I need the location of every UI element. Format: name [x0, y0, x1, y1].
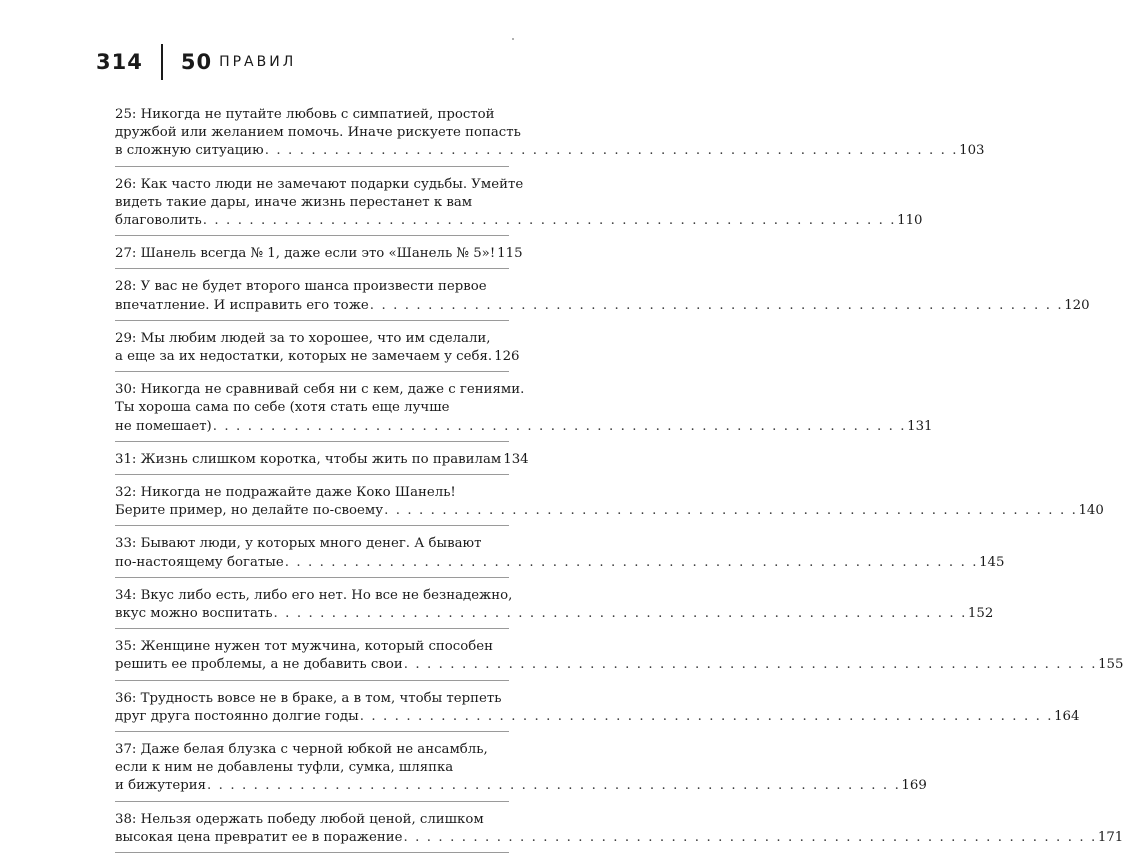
dot-leader: . . . . . . . . . . . . . . . . . . . . . . . . . . . . . . . . . . . . . . . . . . . . . . . . . . . . . . . . . . . .	[202, 213, 897, 229]
toc-entry	[115, 328, 520, 372]
toc-page-number: 155	[1098, 657, 1123, 673]
toc-entry-line: 29: Мы любим людей за то хорошее, что им сделали,	[115, 330, 491, 346]
toc-entry-line: 35: Женщине нужен тот мужчина, который способен	[115, 639, 493, 655]
toc-entry-text: впечатление. И исправить его тоже	[115, 297, 369, 313]
toc-entry-last-line	[115, 502, 1104, 520]
toc-entry	[115, 688, 1080, 732]
header-divider	[161, 44, 163, 80]
toc-entry	[115, 104, 985, 167]
toc-entry-last-line	[115, 554, 1005, 572]
toc-entry-line: 32: Никогда не подражайте даже Коко Шанель!	[115, 485, 456, 501]
toc-page-number: 126	[494, 349, 520, 365]
toc-entry-last-line	[115, 418, 933, 436]
toc-entry-text: высокая цена превратит ее в поражение	[115, 829, 403, 845]
book-title-word: ПРАВИЛ	[219, 54, 297, 70]
toc-entry-text: Берите пример, но делайте по-своему	[115, 503, 384, 519]
book-title-number: 50	[180, 50, 213, 74]
toc-page-number: 120	[1064, 297, 1090, 313]
toc-page-number: 164	[1054, 708, 1080, 724]
toc-entry-line: если к ним не добавлены туфли, сумка, шляпка	[115, 760, 454, 776]
dot-leader: . . . . . . . . . . . . . . . . . . . . . . . . . . . . . . . . . . . . . . . . . . . . . . . . . . . . . . . . . . . .	[359, 708, 1054, 724]
toc-entry	[115, 809, 1123, 853]
toc-entry	[115, 174, 923, 237]
toc-entry-last-line	[115, 212, 923, 230]
toc-entry-last-line	[115, 708, 1080, 726]
toc-entry	[115, 243, 523, 269]
toc-page-number: 110	[897, 213, 923, 229]
toc-entry	[115, 449, 529, 475]
table-of-contents	[115, 104, 1123, 860]
toc-entry-text: не помешает)	[115, 418, 212, 434]
dot-leader: . . . . . . . . . . . . . . . . . . . . . . . . . . . . . . . . . . . . . . . . . . . . . . . . . . . . . . . . . . . .	[403, 829, 1097, 845]
toc-entry-line: 25: Никогда не путайте любовь с симпатией, простой	[115, 107, 495, 122]
dot-leader: . . . . . . . . . . . . . . . . . . . . . . . . . . . . . . . . . . . . . . . . . . . . . . . . . . . . . . . . . . . .	[212, 418, 907, 434]
toc-entry-line: 34: Вкус либо есть, либо его нет. Но все не безнадежно,	[115, 587, 513, 603]
toc-entry-text: друг друга постоянно долгие годы	[115, 708, 359, 724]
toc-entry	[115, 379, 933, 442]
toc-entry	[115, 276, 1090, 320]
dot-leader: . . . . . . . . . . . . . . . . . . . . . . . . . . . . . . . . . . . . . . . . . . . . . . . . . . . . . . . . . . . .	[264, 143, 959, 159]
toc-entry-last-line	[115, 656, 1123, 674]
toc-entry-text: решить ее проблемы, а не добавить свои	[115, 657, 403, 673]
toc-entry-line: 33: Бывают люди, у которых много денег. А бывают	[115, 536, 482, 552]
toc-page-number: 152	[967, 606, 994, 622]
toc-entry-text: а еще за их недостатки, которых не замечаем у себя.	[115, 349, 493, 365]
toc-entry	[115, 739, 927, 802]
toc-entry-text: 27: Шанель всегда № 1, даже если это «Шанель № 5»!	[115, 246, 496, 262]
toc-entry-line: 30: Никогда не сравнивай себя ни с кем, даже с гениями.	[115, 382, 525, 398]
toc-entry-text: благоволить	[115, 213, 202, 229]
toc-entry-line: 36: Трудность вовсе не в браке, а в том, чтобы терпеть	[115, 690, 502, 706]
page-number: 314	[96, 50, 143, 74]
toc-entry-line: 26: Как часто люди не замечают подарки судьбы. Умейте	[115, 176, 524, 192]
page-speck	[512, 38, 514, 40]
toc-entry-text: и бижутерия	[115, 778, 207, 794]
toc-entry	[115, 482, 1104, 526]
toc-entry-last-line	[115, 777, 927, 795]
toc-entry-line: дружбой или желанием помочь. Иначе рискуете попасть	[115, 125, 521, 141]
toc-page-number: 115	[497, 246, 523, 262]
toc-page-number: 131	[907, 418, 933, 434]
toc-entry-line: 38: Нельзя одержать победу любой ценой, слишком	[115, 811, 484, 827]
toc-entry-last-line	[115, 142, 985, 160]
dot-leader: . . . . . . . . . . . . . . . . . . . . . . . . . . . . . . . . . . . . . . . . . . . . . . . . . . . . . . . . . . . .	[369, 297, 1064, 313]
toc-page-number: 134	[503, 451, 529, 467]
dot-leader: . . . . . . . . . . . . . . . . . . . . . . . . . . . . . . . . . . . . . . . . . . . . . . . . . . . . . . . . . . . .	[403, 657, 1098, 673]
toc-entry	[115, 585, 994, 629]
toc-entry-last-line	[115, 829, 1123, 847]
toc-entry-last-line	[115, 245, 523, 263]
toc-entry-last-line	[115, 451, 529, 469]
toc-entry-text: по-настоящему богатые	[115, 554, 284, 570]
dot-leader: . . . . . . . . . . . . . . . . . . . . . . . . . . . . . . . . . . . . . . . . . . . . . . . . . . . . . . . . . . . .	[273, 606, 967, 622]
toc-entry	[115, 533, 1005, 577]
toc-entry-last-line	[115, 348, 520, 366]
toc-entry-line: видеть такие дары, иначе жизнь перестанет к вам	[115, 194, 473, 210]
toc-entry-text: в сложную ситуацию	[115, 143, 264, 159]
toc-entry-last-line	[115, 605, 994, 623]
dot-leader: . . . . . . . . . . . . . . . . . . . . . . . . . . . . . . . . . . . . . . . . . . . . . . . . . . . . . . . . . . . .	[207, 778, 901, 794]
toc-entry-text: вкус можно воспитать	[115, 606, 273, 622]
toc-page-number: 169	[901, 778, 927, 794]
toc-entry-line: Ты хороша сама по себе (хотя стать еще лучше	[115, 400, 450, 416]
toc-page-number: 140	[1078, 503, 1104, 519]
toc-entry-text: 31: Жизнь слишком коротка, чтобы жить по правилам	[115, 451, 502, 467]
toc-entry-last-line	[115, 297, 1090, 315]
toc-page-number: 145	[979, 554, 1005, 570]
dot-leader: . . . . . . . . . . . . . . . . . . . . . . . . . . . . . . . . . . . . . . . . . . . . . . . . . . . . . . . . . . . .	[384, 503, 1078, 519]
page-header	[96, 44, 296, 80]
toc-page-number: 171	[1097, 829, 1123, 845]
toc-entry	[115, 636, 1123, 680]
toc-entry-line: 28: У вас не будет второго шанса произвести первое	[115, 279, 487, 295]
toc-entry-line: 37: Даже белая блузка с черной юбкой не ансамбль,	[115, 742, 488, 758]
dot-leader: . . . . . . . . . . . . . . . . . . . . . . . . . . . . . . . . . . . . . . . . . . . . . . . . . . . . . . . . . . . .	[284, 554, 979, 570]
toc-page-number: 103	[959, 143, 985, 159]
